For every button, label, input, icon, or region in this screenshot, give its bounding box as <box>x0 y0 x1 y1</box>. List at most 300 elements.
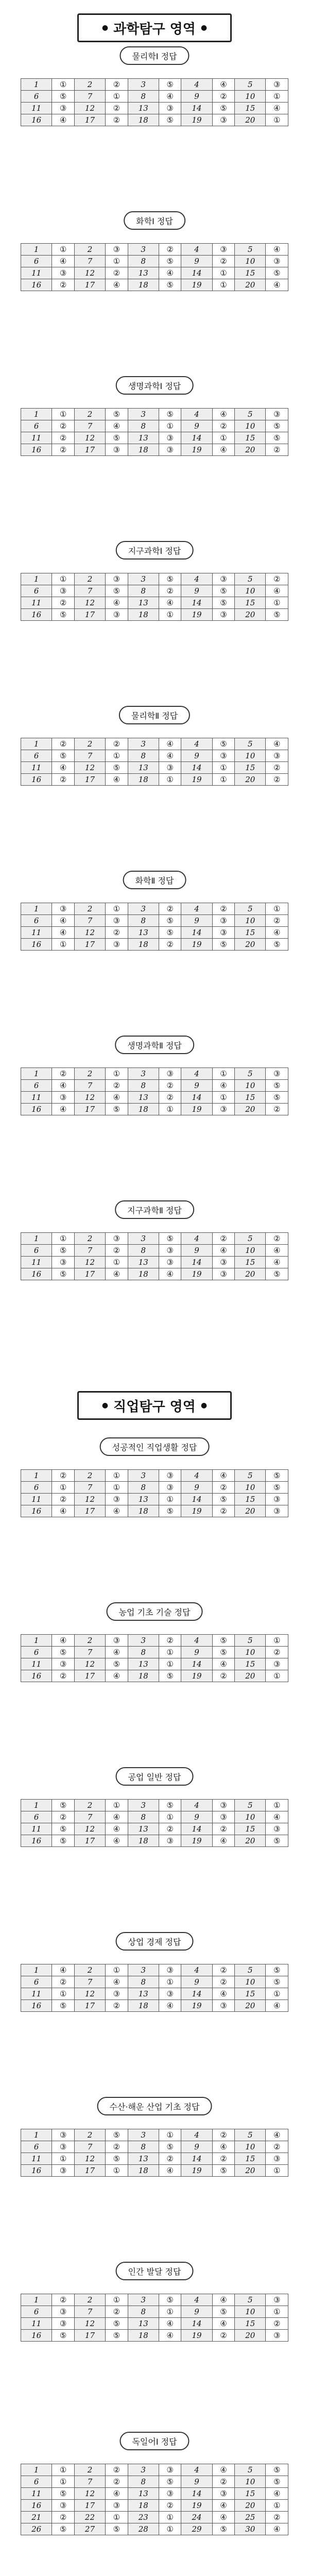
answer-mark: ① <box>159 609 181 621</box>
question-number: 6 <box>21 1482 52 1494</box>
answer-mark: ③ <box>159 1835 181 1847</box>
answer-mark: ① <box>266 2165 288 2177</box>
question-number: 24 <box>181 2512 212 2523</box>
answer-mark: ⑤ <box>159 927 181 939</box>
answer-mark: ② <box>159 1823 181 1835</box>
question-number: 9 <box>181 256 212 267</box>
question-number: 10 <box>235 915 266 927</box>
question-number: 20 <box>235 939 266 951</box>
question-number: 2 <box>74 1964 105 1976</box>
table-row <box>21 1811 288 1823</box>
question-number: 20 <box>235 1268 266 1280</box>
question-number: 18 <box>128 774 159 786</box>
question-number: 6 <box>21 750 52 762</box>
question-number: 2 <box>74 1470 105 1482</box>
answer-mark: ② <box>212 2153 234 2165</box>
answer-mark: ④ <box>212 1080 234 1092</box>
answer-mark: ③ <box>266 256 288 267</box>
question-number: 15 <box>235 1658 266 1670</box>
answer-mark: ⑤ <box>212 939 234 951</box>
question-number: 7 <box>74 750 105 762</box>
question-number: 14 <box>181 1658 212 1670</box>
question-number: 20 <box>235 1505 266 1517</box>
table-row <box>21 256 288 267</box>
question-number: 10 <box>235 2141 266 2153</box>
answer-mark: ③ <box>159 1068 181 1080</box>
answer-key-title: 지구과학Ⅱ 정답 <box>115 1200 194 1219</box>
answer-mark: ④ <box>212 1988 234 2000</box>
answer-mark: ② <box>212 2330 234 2342</box>
question-number: 9 <box>181 1811 212 1823</box>
answer-mark: ① <box>106 2294 128 2306</box>
answer-mark: ③ <box>52 2141 74 2153</box>
question-number: 10 <box>235 2476 266 2488</box>
answer-mark: ① <box>159 1494 181 1505</box>
question-number: 14 <box>181 1988 212 2000</box>
question-number: 7 <box>74 2141 105 2153</box>
question-number: 8 <box>128 585 159 597</box>
question-number: 10 <box>235 1482 266 1494</box>
question-number: 5 <box>235 79 266 91</box>
answer-mark: ④ <box>106 597 128 609</box>
answer-mark: ① <box>52 1233 74 1245</box>
question-number: 16 <box>21 2500 52 2512</box>
table-row <box>21 2318 288 2330</box>
question-number: 1 <box>21 2129 52 2141</box>
answer-mark: ⑤ <box>159 573 181 585</box>
answer-mark: ① <box>106 1257 128 1268</box>
answer-mark: ⑤ <box>212 1635 234 1647</box>
question-number: 3 <box>128 1800 159 1811</box>
question-number: 9 <box>181 1647 212 1658</box>
table-row <box>21 103 288 114</box>
question-number: 7 <box>74 256 105 267</box>
answer-table <box>21 2129 288 2177</box>
answer-mark: ④ <box>212 2464 234 2476</box>
answer-mark: ③ <box>106 1988 128 2000</box>
question-number: 13 <box>128 1823 159 1835</box>
answer-mark: ② <box>159 903 181 915</box>
question-number: 5 <box>235 903 266 915</box>
question-number: 13 <box>128 103 159 114</box>
question-number: 8 <box>128 1811 159 1823</box>
answer-mark: ② <box>106 927 128 939</box>
answer-mark: ⑤ <box>266 1092 288 1104</box>
answer-mark: ① <box>159 2306 181 2318</box>
answer-mark: ④ <box>212 1835 234 1847</box>
answer-key-title: 화학Ⅰ 정답 <box>124 211 185 230</box>
answer-mark: ② <box>212 2476 234 2488</box>
question-number: 15 <box>235 927 266 939</box>
answer-mark: ① <box>266 114 288 126</box>
question-number: 19 <box>181 609 212 621</box>
table-row <box>21 2153 288 2165</box>
answer-table <box>21 2294 288 2342</box>
question-number: 16 <box>21 1670 52 1682</box>
answer-mark: ② <box>266 915 288 927</box>
table-row <box>21 2488 288 2500</box>
answer-mark: ③ <box>159 2464 181 2476</box>
answer-mark: ① <box>266 1635 288 1647</box>
answer-mark: ③ <box>106 1494 128 1505</box>
table-row <box>21 2141 288 2153</box>
answer-mark: ② <box>212 1976 234 1988</box>
answer-mark: ④ <box>106 2488 128 2500</box>
answer-mark: ① <box>52 244 74 256</box>
question-number: 20 <box>235 2500 266 2512</box>
question-number: 15 <box>235 2153 266 2165</box>
question-number: 19 <box>181 2165 212 2177</box>
answer-mark: ⑤ <box>52 91 74 103</box>
table-row <box>21 279 288 291</box>
answer-mark: ③ <box>212 2488 234 2500</box>
question-number: 16 <box>21 2165 52 2177</box>
answer-mark: ③ <box>106 444 128 456</box>
answer-mark: ② <box>106 79 128 91</box>
answer-mark: ⑤ <box>159 1800 181 1811</box>
question-number: 1 <box>21 903 52 915</box>
answer-mark: ③ <box>159 1470 181 1482</box>
answer-mark: ② <box>212 1505 234 1517</box>
answer-mark: ② <box>266 1233 288 1245</box>
question-number: 6 <box>21 256 52 267</box>
question-number: 15 <box>235 103 266 114</box>
question-number: 22 <box>74 2512 105 2523</box>
answer-mark: ④ <box>212 79 234 91</box>
answer-mark: ② <box>106 267 128 279</box>
question-number: 2 <box>74 573 105 585</box>
question-number: 16 <box>21 939 52 951</box>
table-row <box>21 2165 288 2177</box>
question-number: 7 <box>74 1647 105 1658</box>
question-number: 16 <box>21 279 52 291</box>
answer-mark: ③ <box>159 1482 181 1494</box>
question-number: 4 <box>181 1470 212 1482</box>
answer-mark: ② <box>52 1811 74 1823</box>
question-number: 12 <box>74 762 105 774</box>
question-number: 8 <box>128 2306 159 2318</box>
header-bullet-left: ● <box>101 24 109 32</box>
answer-mark: ⑤ <box>106 2330 128 2342</box>
table-row <box>21 1068 288 1080</box>
question-number: 3 <box>128 1964 159 1976</box>
question-number: 6 <box>21 1245 52 1257</box>
question-number: 8 <box>128 420 159 432</box>
question-number: 15 <box>235 1988 266 2000</box>
answer-key-title: 성공적인 직업생활 정답 <box>100 1437 210 1456</box>
answer-mark: ③ <box>106 244 128 256</box>
answer-table <box>21 1469 288 1517</box>
answer-mark: ① <box>106 1964 128 1976</box>
answer-mark: ③ <box>106 939 128 951</box>
answer-mark: ② <box>212 1823 234 1835</box>
table-row <box>21 2512 288 2523</box>
question-number: 16 <box>21 444 52 456</box>
answer-mark: ③ <box>212 609 234 621</box>
question-number: 16 <box>21 1835 52 1847</box>
question-number: 3 <box>128 2294 159 2306</box>
table-row <box>21 609 288 621</box>
answer-mark: ④ <box>212 1470 234 1482</box>
question-number: 17 <box>74 1670 105 1682</box>
answer-mark: ① <box>159 1976 181 1988</box>
answer-mark: ① <box>266 91 288 103</box>
question-number: 11 <box>21 267 52 279</box>
answer-mark: ⑤ <box>52 609 74 621</box>
answer-table <box>21 408 288 456</box>
answer-mark: ⑤ <box>52 2000 74 2012</box>
table-row <box>21 2500 288 2512</box>
table-row <box>21 1670 288 1682</box>
question-number: 7 <box>74 1482 105 1494</box>
answer-mark: ① <box>159 1647 181 1658</box>
answer-mark: ④ <box>52 915 74 927</box>
question-number: 17 <box>74 2330 105 2342</box>
question-number: 11 <box>21 2488 52 2500</box>
table-row <box>21 1104 288 1115</box>
answer-mark: ④ <box>52 1104 74 1115</box>
question-number: 17 <box>74 609 105 621</box>
answer-mark: ② <box>52 1068 74 1080</box>
table-row <box>21 927 288 939</box>
question-number: 15 <box>235 1823 266 1835</box>
table-row <box>21 2306 288 2318</box>
answer-mark: ② <box>266 1104 288 1115</box>
question-number: 15 <box>235 267 266 279</box>
answer-mark: ③ <box>266 1658 288 1670</box>
answer-mark: ③ <box>106 2500 128 2512</box>
question-number: 18 <box>128 1268 159 1280</box>
answer-mark: ③ <box>52 267 74 279</box>
answer-mark: ③ <box>266 2330 288 2342</box>
question-number: 10 <box>235 1245 266 1257</box>
question-number: 20 <box>235 1104 266 1115</box>
question-number: 19 <box>181 939 212 951</box>
question-number: 5 <box>235 1635 266 1647</box>
answer-mark: ③ <box>159 1257 181 1268</box>
question-number: 3 <box>128 2464 159 2476</box>
answer-key-title: 수산·해운 산업 기초 정답 <box>97 2097 212 2115</box>
answer-mark: ③ <box>212 1104 234 1115</box>
question-number: 18 <box>128 2000 159 2012</box>
answer-mark: ③ <box>159 432 181 444</box>
question-number: 15 <box>235 2318 266 2330</box>
answer-mark: ④ <box>266 1811 288 1823</box>
answer-mark: ① <box>266 1670 288 1682</box>
question-number: 5 <box>235 409 266 420</box>
answer-mark: ② <box>159 1092 181 1104</box>
table-row <box>21 1647 288 1658</box>
question-number: 3 <box>128 738 159 750</box>
question-number: 1 <box>21 1800 52 1811</box>
answer-mark: ③ <box>212 927 234 939</box>
answer-mark: ④ <box>266 2523 288 2535</box>
answer-mark: ③ <box>52 1092 74 1104</box>
question-number: 12 <box>74 597 105 609</box>
table-row <box>21 2000 288 2012</box>
answer-mark: ⑤ <box>212 2165 234 2177</box>
question-number: 29 <box>181 2523 212 2535</box>
question-number: 18 <box>128 114 159 126</box>
answer-mark: ③ <box>212 750 234 762</box>
answer-mark: ④ <box>212 409 234 420</box>
question-number: 12 <box>74 1494 105 1505</box>
answer-mark: ⑤ <box>159 2476 181 2488</box>
question-number: 5 <box>235 2464 266 2476</box>
question-number: 6 <box>21 2476 52 2488</box>
question-number: 7 <box>74 1976 105 1988</box>
question-number: 13 <box>128 597 159 609</box>
answer-table <box>21 738 288 786</box>
answer-mark: ② <box>212 256 234 267</box>
question-number: 10 <box>235 585 266 597</box>
question-number: 9 <box>181 2141 212 2153</box>
answer-mark: ③ <box>266 750 288 762</box>
question-number: 14 <box>181 2318 212 2330</box>
answer-mark: ② <box>212 1964 234 1976</box>
question-number: 4 <box>181 573 212 585</box>
question-number: 4 <box>181 1964 212 1976</box>
answer-mark: ⑤ <box>106 2523 128 2535</box>
answer-mark: ⑤ <box>159 1670 181 1682</box>
answer-mark: ③ <box>212 244 234 256</box>
question-number: 2 <box>74 1635 105 1647</box>
answer-mark: ② <box>52 1670 74 1682</box>
answer-mark: ⑤ <box>106 409 128 420</box>
question-number: 20 <box>235 774 266 786</box>
answer-mark: ④ <box>52 1635 74 1647</box>
answer-mark: ⑤ <box>106 2318 128 2330</box>
answer-key-title: 농업 기초 기술 정답 <box>107 1602 203 1621</box>
answer-mark: ② <box>52 2294 74 2306</box>
question-number: 11 <box>21 1988 52 2000</box>
question-number: 18 <box>128 1104 159 1115</box>
answer-mark: ③ <box>52 585 74 597</box>
question-number: 4 <box>181 1800 212 1811</box>
answer-mark: ⑤ <box>212 1647 234 1658</box>
answer-mark: ④ <box>106 1823 128 1835</box>
answer-mark: ③ <box>52 1658 74 1670</box>
table-row <box>21 939 288 951</box>
answer-mark: ③ <box>52 2129 74 2141</box>
question-number: 13 <box>128 432 159 444</box>
answer-mark: ② <box>266 444 288 456</box>
answer-mark: ⑤ <box>52 1647 74 1658</box>
answer-mark: ③ <box>159 103 181 114</box>
answer-mark: ③ <box>266 1505 288 1517</box>
question-number: 21 <box>21 2512 52 2523</box>
answer-key-title: 상업 경제 정답 <box>116 1932 194 1951</box>
answer-mark: ② <box>52 1494 74 1505</box>
answer-mark: ④ <box>106 1268 128 1280</box>
answer-mark: ⑤ <box>159 915 181 927</box>
question-number: 16 <box>21 1505 52 1517</box>
question-number: 3 <box>128 79 159 91</box>
answer-mark: ② <box>106 2476 128 2488</box>
answer-mark: ④ <box>266 585 288 597</box>
answer-mark: ⑤ <box>52 1800 74 1811</box>
answer-mark: ④ <box>106 1976 128 1988</box>
question-number: 9 <box>181 420 212 432</box>
answer-mark: ⑤ <box>266 1964 288 1976</box>
answer-mark: ③ <box>106 1233 128 1245</box>
question-number: 8 <box>128 1080 159 1092</box>
question-number: 4 <box>181 2464 212 2476</box>
question-number: 15 <box>235 1092 266 1104</box>
answer-mark: ② <box>159 585 181 597</box>
answer-mark: ① <box>106 750 128 762</box>
question-number: 17 <box>74 1505 105 1517</box>
question-number: 17 <box>74 774 105 786</box>
table-row <box>21 1494 288 1505</box>
question-number: 2 <box>74 738 105 750</box>
question-number: 2 <box>74 1233 105 1245</box>
question-number: 8 <box>128 750 159 762</box>
question-number: 2 <box>74 409 105 420</box>
table-row <box>21 267 288 279</box>
table-row <box>21 1257 288 1268</box>
question-number: 6 <box>21 1811 52 1823</box>
table-row <box>21 597 288 609</box>
question-number: 12 <box>74 103 105 114</box>
answer-mark: ① <box>52 1988 74 2000</box>
question-number: 3 <box>128 2129 159 2141</box>
table-row <box>21 1233 288 1245</box>
question-number: 8 <box>128 2141 159 2153</box>
question-number: 10 <box>235 1080 266 1092</box>
question-number: 11 <box>21 1658 52 1670</box>
question-number: 20 <box>235 1835 266 1847</box>
answer-mark: ⑤ <box>266 1080 288 1092</box>
answer-mark: ② <box>52 1470 74 1482</box>
answer-mark: ④ <box>106 1811 128 1823</box>
table-row <box>21 2523 288 2535</box>
answer-table <box>21 1232 288 1280</box>
answer-mark: ① <box>266 2500 288 2512</box>
answer-mark: ④ <box>212 2512 234 2523</box>
answer-mark: ① <box>159 420 181 432</box>
table-row <box>21 774 288 786</box>
question-number: 20 <box>235 2000 266 2012</box>
question-number: 19 <box>181 1670 212 1682</box>
answer-mark: ④ <box>266 279 288 291</box>
question-number: 2 <box>74 244 105 256</box>
answer-mark: ④ <box>159 2318 181 2330</box>
answer-mark: ⑤ <box>106 585 128 597</box>
answer-key-title: 물리학Ⅱ 정답 <box>119 706 190 724</box>
question-number: 13 <box>128 762 159 774</box>
question-number: 3 <box>128 1470 159 1482</box>
question-number: 30 <box>235 2523 266 2535</box>
question-number: 8 <box>128 1647 159 1658</box>
question-number: 4 <box>181 903 212 915</box>
answer-mark: ② <box>212 2129 234 2141</box>
question-number: 15 <box>235 432 266 444</box>
answer-mark: ⑤ <box>266 609 288 621</box>
question-number: 20 <box>235 114 266 126</box>
question-number: 26 <box>21 2523 52 2535</box>
answer-mark: ⑤ <box>159 279 181 291</box>
answer-mark: ③ <box>212 1811 234 1823</box>
answer-mark: ② <box>52 444 74 456</box>
question-number: 12 <box>74 927 105 939</box>
question-number: 11 <box>21 597 52 609</box>
question-number: 5 <box>235 2294 266 2306</box>
answer-mark: ① <box>106 1800 128 1811</box>
question-number: 14 <box>181 597 212 609</box>
header-bullet-left: ● <box>101 1401 109 1410</box>
answer-mark: ② <box>52 774 74 786</box>
